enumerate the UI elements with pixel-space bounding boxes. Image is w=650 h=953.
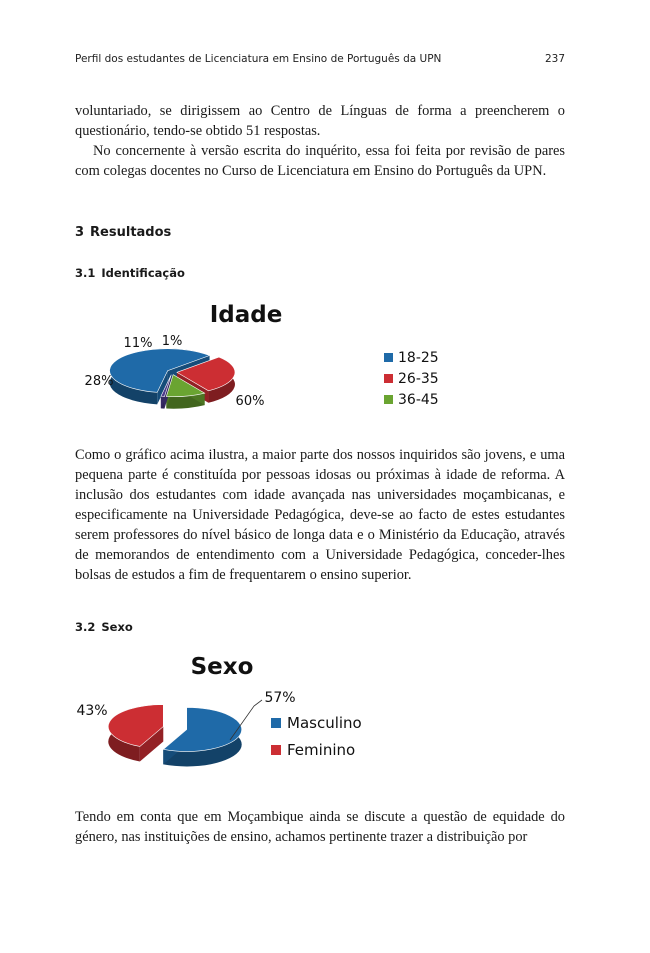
section-heading bbox=[75, 225, 171, 240]
legend-label: 36-45 bbox=[398, 392, 439, 408]
data-label: 60% bbox=[235, 394, 265, 409]
sexo-pie-chart bbox=[0, 640, 650, 780]
legend-label: Masculino bbox=[287, 714, 362, 732]
section-title: Resultados bbox=[90, 225, 172, 240]
subsection-number: 3.1 bbox=[75, 266, 96, 280]
legend-swatch bbox=[384, 353, 393, 362]
gender-discussion-text bbox=[75, 807, 565, 847]
data-label: 1% bbox=[161, 334, 183, 349]
paragraph: Como o gráfico acima ilustra, a maior parte dos nossos inquiridos são jovens, e uma pequena parte é constituída por pessoas idosas ou próximas à idade de reforma. A inclusão dos estudantes com idade avançada nas universidades moçambicanas, e especificamente na Universidade Pedagógica, deve-se ao facto de estes estudantes serem professores do nível básico de longa data e o Ministério da Educação, através de memorandos de entendimento com a Universidade Pedagógica, conceder-lhes bolsas de estudos a fim de frequentarem o ensino superior. bbox=[75, 447, 565, 583]
legend-swatch bbox=[271, 718, 281, 728]
legend-swatch bbox=[384, 395, 393, 404]
running-head bbox=[75, 53, 565, 65]
page-number: 237 bbox=[544, 53, 565, 65]
section-number: 3 bbox=[75, 225, 85, 240]
running-title: Perfil dos estudantes de Licenciatura em Ensino de Português da UPN bbox=[75, 53, 442, 65]
legend-label: 26-35 bbox=[398, 371, 439, 387]
legend-label: Feminino bbox=[287, 741, 356, 759]
paragraph: voluntariado, se dirigissem ao Centro de Línguas de forma a preencherem o questionário, tendo-se obtido 51 respostas. bbox=[75, 103, 565, 139]
intro-text bbox=[75, 101, 565, 181]
chart-title: Idade bbox=[209, 302, 283, 328]
age-discussion-text bbox=[75, 445, 565, 585]
legend-swatch bbox=[384, 374, 393, 383]
legend-label: 18-25 bbox=[398, 350, 439, 366]
subsection-heading bbox=[75, 620, 133, 634]
legend-swatch bbox=[271, 745, 281, 755]
subsection-heading bbox=[75, 266, 185, 280]
paragraph: No concernente à versão escrita do inquérito, essa foi feita por revisão de pares com colegas docentes no Curso de Licenciatura em Ensino do Português da UPN. bbox=[75, 143, 565, 179]
subsection-number: 3.2 bbox=[75, 620, 96, 634]
subsection-title: Sexo bbox=[101, 620, 133, 634]
subsection-title: Identificação bbox=[101, 266, 185, 280]
data-label: 57% bbox=[264, 690, 296, 706]
paragraph: Tendo em conta que em Moçambique ainda se discute a questão de equidade do género, nas instituições de ensino, achamos pertinente trazer a distribuição por bbox=[75, 809, 565, 845]
idade-pie-chart bbox=[0, 290, 650, 430]
data-label: 11% bbox=[123, 336, 153, 351]
data-label: 43% bbox=[76, 703, 108, 719]
chart-title: Sexo bbox=[190, 654, 254, 680]
data-label: 28% bbox=[84, 374, 114, 389]
